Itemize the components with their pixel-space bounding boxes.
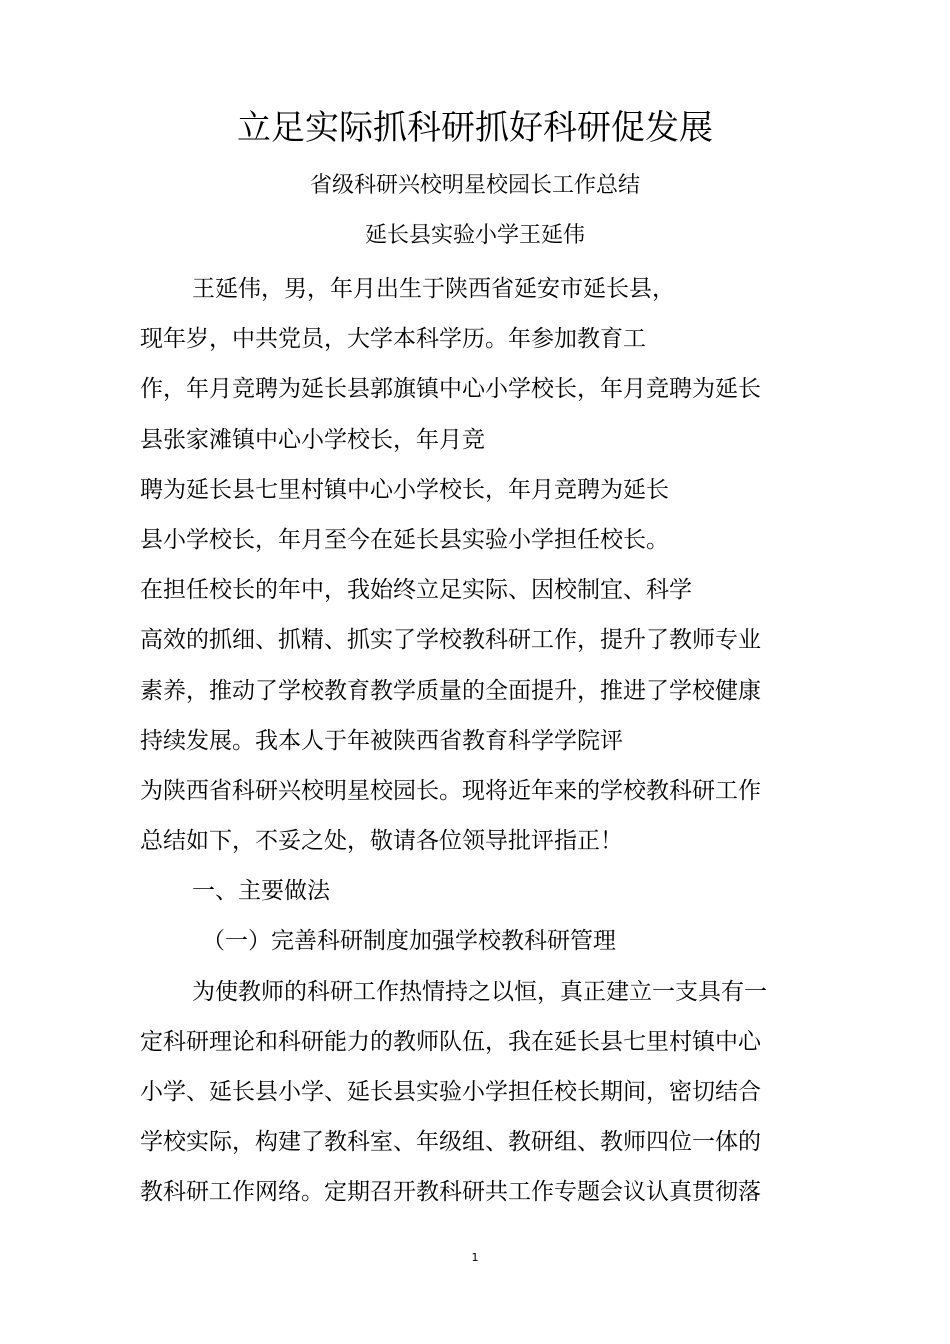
text-line: 王延伟，男，年月出生于陕西省延安市延长县， (192, 276, 675, 302)
text-line: 为使教师的科研工作热情持之以恒，真正建立一支具有一 (192, 978, 767, 1005)
text-line: 教科研工作网络。定期召开教科研共工作专题会议认真贯彻落 (140, 1179, 761, 1206)
document-body (140, 264, 840, 1218)
text-line: 定科研理论和科研能力的教师队伍，我在延长县七里村镇中心 (140, 1028, 761, 1055)
text-line: 县张家滩镇中心小学校长，年月竞 (140, 426, 485, 453)
text-line: 县小学校长，年月至今在延长县实验小学担任校长。 (140, 526, 669, 553)
text-line: 作，年月竞聘为延长县郭旗镇中心小学校长，年月竞聘为延长 (140, 376, 761, 403)
section-heading: 一、主要做法 (192, 878, 330, 905)
text-line: 现年岁，中共党员，大学本科学历。年参加教育工 (140, 326, 646, 353)
text-line: 总结如下，不妥之处，敬请各位领导批评指正！ (140, 828, 623, 855)
text-line: 学校实际，构建了教科室、年级组、教研组、教师四位一体的 (140, 1129, 761, 1156)
author-line: 延长县实验小学王延伟 (364, 223, 585, 248)
text-line: 高效的抓细、抓精、抓实了学校教科研工作，提升了教师专业 (140, 627, 761, 654)
text-line: 为陕西省科研兴校明星校园长。现将近年来的学校教科研工作 (140, 777, 761, 804)
document-title: 立足实际抓科研抓好科研促发展 (237, 108, 713, 148)
text-line: 持续发展。我本人于年被陕西省教育科学学院评 (140, 727, 623, 754)
text-line: 聘为延长县七里村镇中心小学校长，年月竞聘为延长 (140, 476, 669, 503)
document-subtitle: 省级科研兴校明星校园长工作总结 (309, 173, 640, 198)
text-line: 在担任校长的年中，我始终立足实际、因校制宜、科学 (140, 577, 692, 604)
page-number: 1 (471, 1251, 479, 1264)
subsection-heading: （一）完善科研制度加强学校教科研管理 (202, 928, 616, 955)
text-line: 素养，推动了学校教育教学质量的全面提升，推进了学校健康 (140, 677, 761, 704)
text-line: 小学、延长县小学、延长县实验小学担任校长期间，密切结合 (140, 1079, 761, 1105)
